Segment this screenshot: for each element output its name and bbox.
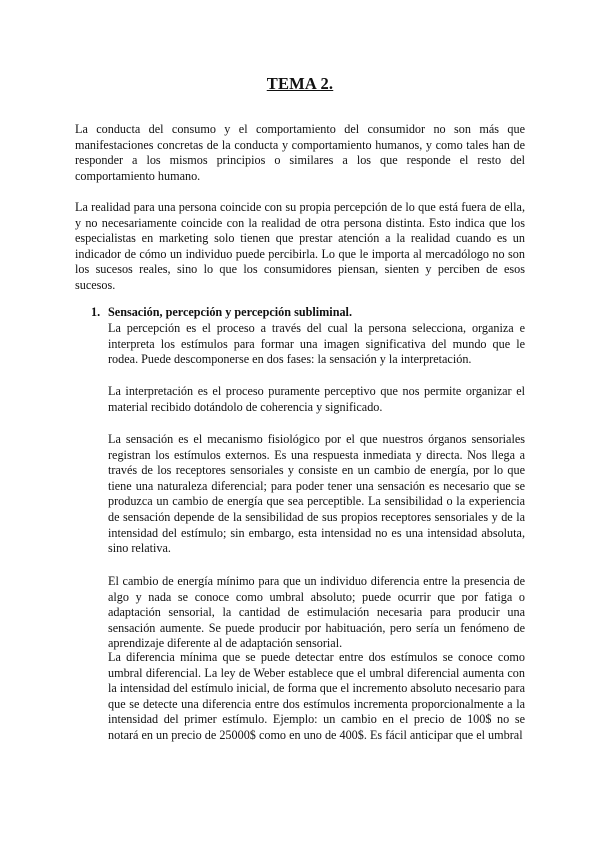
paragraph-text: La sensación es el mecanismo fisiológico por el que nuestros órganos sensoriales registran los estímulos externos. Es una respuesta inmediata y directa. Nos llega a través de los receptores sensoriales y consiste en un cambio de energía, por lo que tiene una naturaleza diferencial; para poder tener una sensación es necesario que se produzca un cambio de energía que sea perceptible. La sensibilidad o la experiencia de sensación depende de la sensibilidad de sus propios receptores sensoriales y de la intensidad del estímulo; sin embargo, esta intensidad no es una intensidad absoluta, sino relativa. [108,432,525,556]
page-title: TEMA 2. [266,74,334,93]
intro-paragraph-1 [75,122,525,184]
section-heading [91,305,531,321]
intro-paragraph-2 [75,200,525,294]
section-paragraph-4 [108,574,525,652]
paragraph-text: La percepción es el proceso a través del cual la persona selecciona, organiza e interpreta los estímulos para formar una imagen significativa del mundo que le rodea. Puede descomponerse en dos fases: la sensación y la interpretación. [108,321,525,367]
section-heading-text: Sensación, percepción y percepción subliminal. [108,305,352,319]
section-paragraph-1 [108,321,525,368]
paragraph-text: La interpretación es el proceso puramente perceptivo que nos permite organizar el material recibido dotándolo de coherencia y significado. [108,384,525,414]
paragraph-text: La realidad para una persona coincide con su propia percepción de lo que está fuera de ella, y no necesariamente coincide con la realidad de otra persona distinta. Esto indica que los especialistas en marketing solo tienen que prestar atención a la realidad cuando es un indicador de cómo un individuo puede percibirla. Lo que le importa al mercadólogo no son los sucesos reales, sino lo que los consumidores piensan, sienten y perciben de esos sucesos. [75,200,525,292]
section-paragraph-2 [108,384,525,415]
section-paragraph-5 [108,650,525,744]
paragraph-text: La conducta del consumo y el comportamiento del consumidor no son más que manifestaciones concretas de la conducta y comportamiento humanos, y como tales han de responder a los mismos principios o similares a los que responde el resto del comportamiento humano. [75,122,525,183]
paragraph-text: El cambio de energía mínimo para que un individuo diferencia entre la presencia de algo y nada se conoce como umbral absoluto; puede ocurrir que por fatiga o adaptación sensorial, la cantidad de estimulación necesaria para producir una sensación aumente. Se puede producir por habituación, pero sería un fenómeno de aprendizaje diferente al de adaptación sensorial. [108,574,525,651]
section-number: 1. [91,305,101,319]
section-paragraph-3 [108,432,525,557]
paragraph-text: La diferencia mínima que se puede detectar entre dos estímulos se conoce como umbral diferencial. La ley de Weber establece que el umbral diferencial aumenta con la intensidad del estímulo inicial, de forma que el incremento absoluto necesario para que se detecte una diferencia entre dos estímulos incrementa proporcionalmente a la intensidad del primer estímulo. Ejemplo: un cambio en el precio de 100$ no se notará en un precio de 25000$ como en uno de 400$. Es fácil anticipar que el umbral [108,650,525,742]
